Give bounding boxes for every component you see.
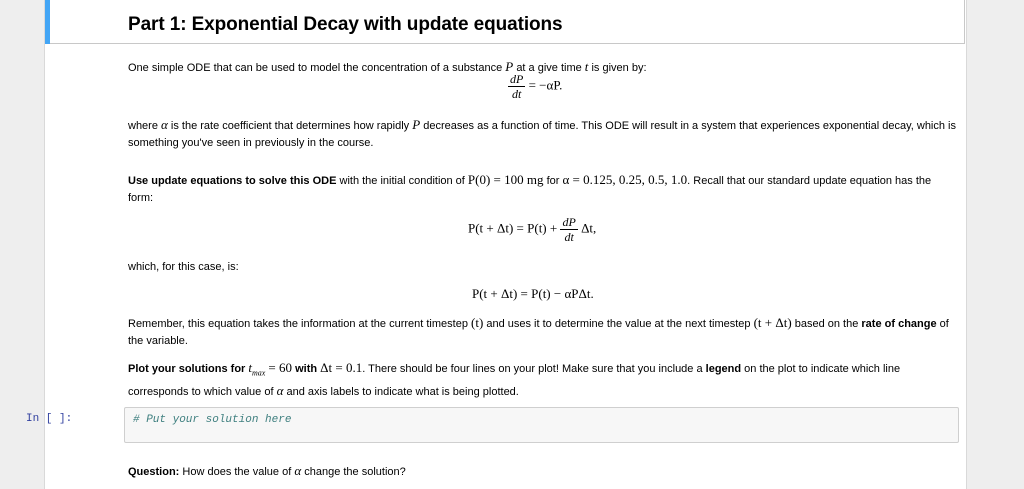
timestep-symbol: (t)	[471, 315, 484, 330]
where-paragraph	[128, 116, 958, 152]
tmax-subscript: max	[252, 368, 266, 378]
alpha-symbol: α	[294, 463, 302, 478]
equation-ode	[508, 72, 562, 101]
question-label: Question:	[128, 466, 180, 478]
equation-lhs: P(t + Δt) = P(t) +	[468, 220, 558, 236]
with-bold: with	[295, 363, 318, 375]
intro-text: One simple ODE that can be used to model the concentration of a substance	[128, 62, 503, 74]
rate-of-change-bold: rate of change	[861, 318, 937, 330]
remember-paragraph	[128, 314, 958, 350]
remember-text-4: of the variable.	[128, 318, 949, 347]
remember-text: Remember, this equation takes the information at the current timestep	[128, 318, 468, 330]
var-t: t	[584, 59, 589, 74]
where-text-2: is the rate coefficient that determines how rapidly	[170, 120, 410, 132]
var-p: P	[412, 117, 421, 132]
tmax-value: = 60	[268, 360, 293, 375]
selected-cell-indicator	[45, 0, 50, 44]
which-text: which, for this case, is:	[128, 261, 239, 273]
remember-text-3: based on the	[794, 318, 859, 330]
legend-bold: legend	[705, 363, 742, 375]
notebook-page	[44, 0, 967, 489]
equation-rhs: Δt,	[581, 220, 597, 236]
question-text: How does the value of	[182, 466, 292, 478]
use-bold-text: Use update equations to solve this ODE	[128, 175, 337, 187]
code-comment[interactable]: # Put your solution here	[133, 414, 292, 426]
fraction-denominator: dt	[564, 230, 574, 244]
alpha-symbol: α	[161, 117, 168, 132]
remember-text-2: and uses it to determine the value at the next timestep	[486, 318, 751, 330]
var-p: P	[505, 59, 514, 74]
tmax-symbol	[248, 360, 266, 378]
page-title: Part 1: Exponential Decay with update equations	[128, 14, 563, 35]
question-text-2: change the solution?	[304, 466, 406, 478]
plot-text: . There should be four lines on your plot! Make sure that you include a	[362, 363, 703, 375]
alpha-symbol: α	[276, 382, 284, 398]
equation-rhs: = −αP.	[528, 77, 563, 93]
use-text-2: for	[546, 175, 560, 187]
fraction-numerator: dP	[562, 215, 576, 229]
next-timestep-symbol: (t + Δt)	[753, 315, 792, 330]
fraction-dp-dt	[560, 215, 577, 244]
tmax-t: t	[248, 360, 253, 375]
alpha-values: α = 0.125, 0.25, 0.5, 1.0	[562, 172, 688, 187]
fraction-denominator: dt	[512, 87, 522, 101]
code-cell-editor[interactable]	[124, 407, 959, 443]
where-text: where	[128, 120, 158, 132]
intro-text-3: is given by:	[591, 62, 647, 74]
plot-bold-text: Plot your solutions for	[128, 363, 246, 375]
plot-text-2: on the plot to indicate which line corresponds to which value of	[128, 363, 901, 398]
fraction-dp-dt	[508, 72, 525, 101]
markdown-title-cell[interactable]	[45, 0, 965, 44]
equation-update-general	[468, 215, 596, 244]
fraction-numerator: dP	[510, 72, 524, 86]
plot-text-3: and axis labels to indicate what is being plotted.	[286, 385, 519, 398]
plot-paragraph	[128, 359, 958, 401]
use-text-3: . Recall that our standard update equation has the form:	[128, 175, 932, 204]
question-paragraph	[128, 462, 958, 481]
dt-value: Δt = 0.1	[320, 360, 363, 375]
equation-update-specific: P(t + Δt) = P(t) − αPΔt.	[472, 286, 594, 301]
intro-text-2: at a give time	[516, 62, 582, 74]
use-text: with the initial condition of	[339, 175, 465, 187]
use-update-paragraph	[128, 171, 958, 207]
cell-prompt: In [ ]:	[26, 413, 73, 425]
initial-condition: P(0) = 100 mg	[467, 172, 544, 187]
where-text-3: decreases as a function of time. This ODE will result in a system that experiences exponential decay, which is something you've seen in previously in the course.	[128, 120, 956, 149]
